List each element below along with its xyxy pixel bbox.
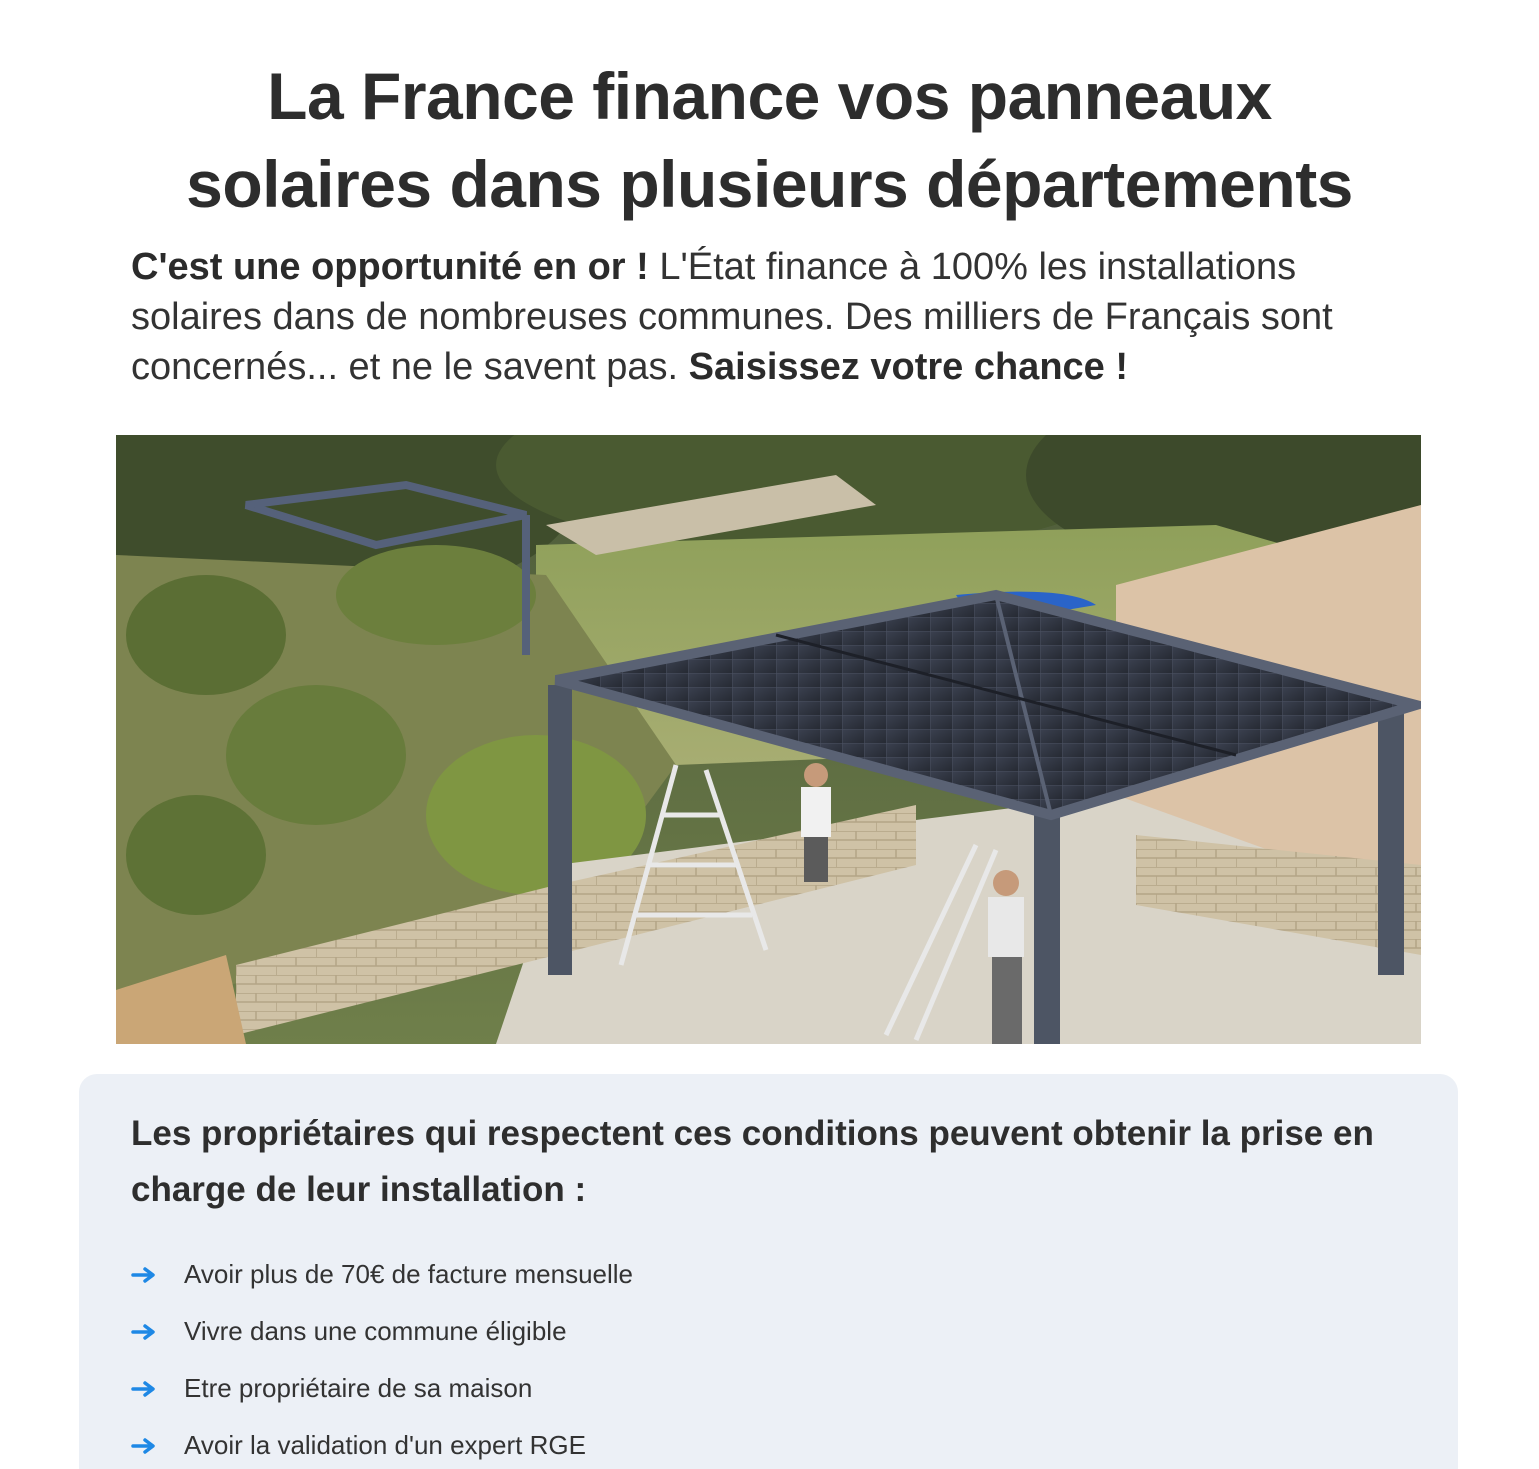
solar-pergola-illustration xyxy=(116,435,1421,1044)
intro-cta: Saisissez votre chance ! xyxy=(688,346,1129,388)
conditions-list xyxy=(131,1246,633,1469)
headline-line-2: solaires dans plusieurs départements xyxy=(186,147,1353,221)
intro-body: L'État finance à 100% les installations solaires dans de nombreuses communes. Des milliers de Français sont concernés... et ne le savent pas. xyxy=(131,246,1333,388)
arrow-right-icon xyxy=(131,1438,184,1454)
condition-label: Vivre dans une commune éligible xyxy=(184,1316,567,1346)
arrow-right-icon xyxy=(131,1267,184,1283)
list-item xyxy=(131,1246,633,1303)
list-item xyxy=(131,1417,633,1469)
condition-label: Avoir plus de 70€ de facture mensuelle xyxy=(184,1259,634,1289)
page-headline xyxy=(0,52,1539,228)
arrow-right-icon xyxy=(131,1324,184,1340)
conditions-title: Les propriétaires qui respectent ces conditions peuvent obtenir la prise en charge de leur installation : xyxy=(131,1114,1374,1209)
intro-lead: C'est une opportunité en or ! xyxy=(131,246,649,288)
list-item xyxy=(131,1360,633,1417)
condition-label: Avoir la validation d'un expert RGE xyxy=(184,1430,586,1460)
headline-line-1: La France finance vos panneaux xyxy=(267,59,1272,133)
condition-label: Etre propriétaire de sa maison xyxy=(184,1373,533,1403)
list-item xyxy=(131,1303,633,1360)
intro-paragraph xyxy=(131,242,1421,392)
conditions-card xyxy=(79,1074,1458,1469)
arrow-right-icon xyxy=(131,1381,184,1397)
hero-photo-solar-pergola xyxy=(116,435,1421,1044)
